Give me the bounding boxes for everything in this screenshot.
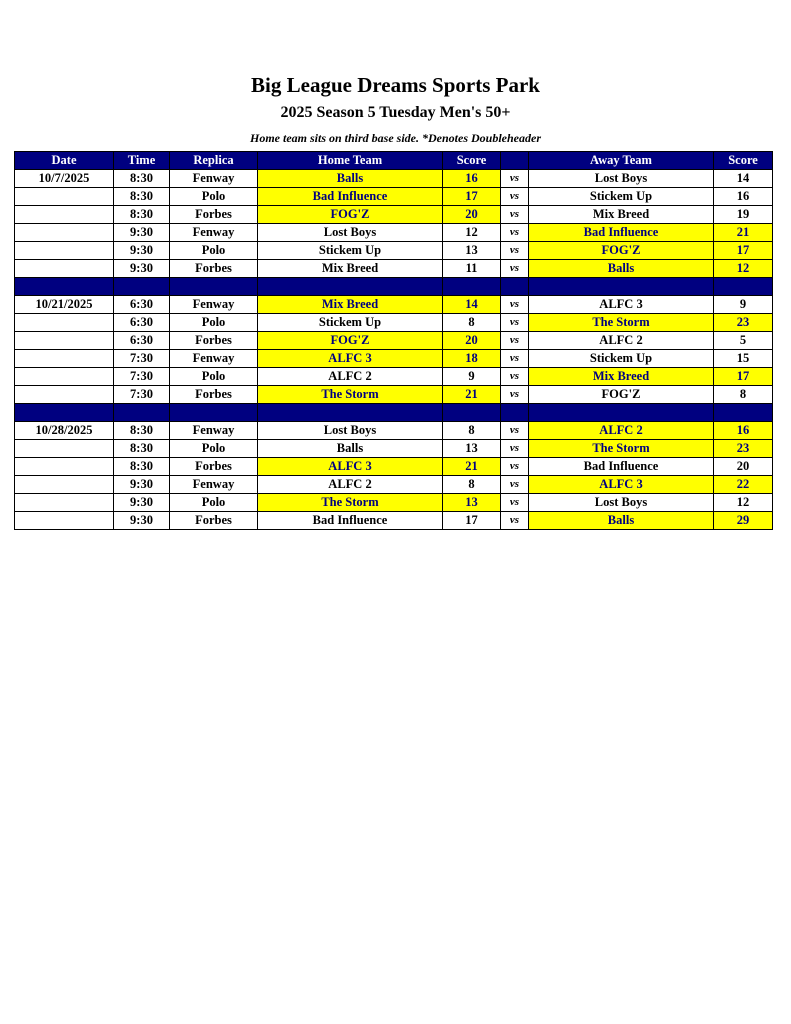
col-date: Date (15, 152, 114, 170)
page-title: Big League Dreams Sports Park (251, 73, 540, 97)
table-row (15, 512, 773, 530)
away-score-cell: 17 (714, 368, 773, 386)
home-score-cell: 13 (443, 494, 501, 512)
time-cell: 7:30 (114, 368, 170, 386)
away-team-cell: Balls (529, 512, 714, 530)
divider-cell (501, 278, 529, 296)
vs-cell: vs (501, 422, 529, 440)
away-team-cell: FOG'Z (529, 242, 714, 260)
home-team-cell: The Storm (258, 386, 443, 404)
home-score-cell: 12 (443, 224, 501, 242)
vs-cell: vs (501, 206, 529, 224)
home-score-cell: 21 (443, 386, 501, 404)
date-cell (15, 332, 114, 350)
time-cell: 9:30 (114, 476, 170, 494)
replica-cell: Forbes (170, 206, 258, 224)
home-team-cell: Lost Boys (258, 422, 443, 440)
vs-cell: vs (501, 386, 529, 404)
home-team-cell: Stickem Up (258, 242, 443, 260)
table-row (15, 458, 773, 476)
away-score-cell: 12 (714, 260, 773, 278)
divider-cell (529, 404, 714, 422)
away-score-cell: 15 (714, 350, 773, 368)
divider-cell (15, 404, 114, 422)
home-team-cell: The Storm (258, 494, 443, 512)
table-row (15, 188, 773, 206)
home-score-cell: 18 (443, 350, 501, 368)
vs-cell: vs (501, 368, 529, 386)
time-cell: 8:30 (114, 458, 170, 476)
date-cell (15, 440, 114, 458)
table-row (15, 206, 773, 224)
divider-cell (15, 278, 114, 296)
away-score-cell: 12 (714, 494, 773, 512)
home-team-cell: FOG'Z (258, 332, 443, 350)
time-cell: 8:30 (114, 188, 170, 206)
home-team-cell: Mix Breed (258, 260, 443, 278)
vs-cell: vs (501, 188, 529, 206)
replica-cell: Forbes (170, 512, 258, 530)
table-row (15, 170, 773, 188)
away-team-cell: Bad Influence (529, 224, 714, 242)
away-team-cell: Lost Boys (529, 494, 714, 512)
time-cell: 6:30 (114, 314, 170, 332)
time-cell: 8:30 (114, 440, 170, 458)
vs-cell: vs (501, 332, 529, 350)
schedule-note: Home team sits on third base side. *Denotes Doubleheader (250, 131, 541, 145)
divider-cell (714, 404, 773, 422)
date-cell (15, 188, 114, 206)
table-row (15, 314, 773, 332)
away-score-cell: 16 (714, 188, 773, 206)
col-away-score: Score (714, 152, 773, 170)
away-score-cell: 19 (714, 206, 773, 224)
vs-cell: vs (501, 458, 529, 476)
away-score-cell: 23 (714, 314, 773, 332)
home-score-cell: 8 (443, 422, 501, 440)
replica-cell: Fenway (170, 224, 258, 242)
vs-cell: vs (501, 494, 529, 512)
replica-cell: Fenway (170, 170, 258, 188)
divider-cell (443, 404, 501, 422)
replica-cell: Fenway (170, 476, 258, 494)
away-team-cell: Lost Boys (529, 170, 714, 188)
divider-cell (501, 404, 529, 422)
table-row (15, 422, 773, 440)
replica-cell: Polo (170, 314, 258, 332)
table-row (15, 386, 773, 404)
away-team-cell: ALFC 3 (529, 476, 714, 494)
divider-cell (443, 278, 501, 296)
date-cell (15, 512, 114, 530)
table-row (15, 368, 773, 386)
week-divider (15, 404, 773, 422)
vs-cell: vs (501, 224, 529, 242)
table-row (15, 332, 773, 350)
replica-cell: Fenway (170, 296, 258, 314)
col-vs (501, 152, 529, 170)
home-team-cell: Bad Influence (258, 512, 443, 530)
replica-cell: Polo (170, 440, 258, 458)
away-score-cell: 9 (714, 296, 773, 314)
time-cell: 9:30 (114, 494, 170, 512)
date-cell (15, 458, 114, 476)
home-score-cell: 21 (443, 458, 501, 476)
home-score-cell: 16 (443, 170, 501, 188)
replica-cell: Polo (170, 494, 258, 512)
date-cell (15, 476, 114, 494)
date-cell (15, 242, 114, 260)
replica-cell: Polo (170, 188, 258, 206)
time-cell: 8:30 (114, 422, 170, 440)
replica-cell: Forbes (170, 332, 258, 350)
date-cell: 10/28/2025 (15, 422, 114, 440)
col-home-score: Score (443, 152, 501, 170)
vs-cell: vs (501, 296, 529, 314)
away-score-cell: 8 (714, 386, 773, 404)
home-score-cell: 11 (443, 260, 501, 278)
home-team-cell: Lost Boys (258, 224, 443, 242)
home-score-cell: 20 (443, 206, 501, 224)
away-score-cell: 29 (714, 512, 773, 530)
page-subtitle: 2025 Season 5 Tuesday Men's 50+ (280, 104, 511, 121)
away-team-cell: Stickem Up (529, 188, 714, 206)
date-cell (15, 224, 114, 242)
home-team-cell: FOG'Z (258, 206, 443, 224)
time-cell: 7:30 (114, 350, 170, 368)
time-cell: 8:30 (114, 170, 170, 188)
table-row (15, 296, 773, 314)
vs-cell: vs (501, 260, 529, 278)
vs-cell: vs (501, 170, 529, 188)
away-team-cell: The Storm (529, 314, 714, 332)
home-team-cell: ALFC 2 (258, 476, 443, 494)
away-team-cell: ALFC 3 (529, 296, 714, 314)
vs-cell: vs (501, 440, 529, 458)
date-cell (15, 260, 114, 278)
divider-cell (170, 278, 258, 296)
divider-cell (714, 278, 773, 296)
away-score-cell: 17 (714, 242, 773, 260)
divider-cell (258, 404, 443, 422)
time-cell: 9:30 (114, 260, 170, 278)
table-row (15, 242, 773, 260)
home-score-cell: 17 (443, 512, 501, 530)
home-team-cell: ALFC 3 (258, 458, 443, 476)
home-team-cell: Balls (258, 170, 443, 188)
time-cell: 6:30 (114, 296, 170, 314)
away-score-cell: 23 (714, 440, 773, 458)
replica-cell: Polo (170, 368, 258, 386)
date-cell (15, 494, 114, 512)
table-row (15, 494, 773, 512)
home-score-cell: 8 (443, 476, 501, 494)
col-away-team: Away Team (529, 152, 714, 170)
col-time: Time (114, 152, 170, 170)
away-team-cell: ALFC 2 (529, 332, 714, 350)
vs-cell: vs (501, 350, 529, 368)
date-cell (15, 368, 114, 386)
away-team-cell: ALFC 2 (529, 422, 714, 440)
date-cell (15, 350, 114, 368)
away-score-cell: 22 (714, 476, 773, 494)
vs-cell: vs (501, 242, 529, 260)
replica-cell: Forbes (170, 458, 258, 476)
away-team-cell: Stickem Up (529, 350, 714, 368)
replica-cell: Forbes (170, 260, 258, 278)
home-score-cell: 20 (443, 332, 501, 350)
divider-cell (529, 278, 714, 296)
time-cell: 7:30 (114, 386, 170, 404)
home-score-cell: 8 (443, 314, 501, 332)
divider-cell (258, 278, 443, 296)
table-row (15, 350, 773, 368)
home-score-cell: 9 (443, 368, 501, 386)
vs-cell: vs (501, 314, 529, 332)
time-cell: 9:30 (114, 512, 170, 530)
date-cell: 10/7/2025 (15, 170, 114, 188)
time-cell: 9:30 (114, 224, 170, 242)
home-team-cell: Balls (258, 440, 443, 458)
vs-cell: vs (501, 476, 529, 494)
away-score-cell: 16 (714, 422, 773, 440)
divider-cell (170, 404, 258, 422)
table-row (15, 440, 773, 458)
away-team-cell: The Storm (529, 440, 714, 458)
time-cell: 9:30 (114, 242, 170, 260)
home-team-cell: ALFC 3 (258, 350, 443, 368)
vs-cell: vs (501, 512, 529, 530)
home-team-cell: Mix Breed (258, 296, 443, 314)
time-cell: 8:30 (114, 206, 170, 224)
home-team-cell: Stickem Up (258, 314, 443, 332)
col-replica: Replica (170, 152, 258, 170)
home-score-cell: 13 (443, 242, 501, 260)
away-team-cell: Mix Breed (529, 368, 714, 386)
home-team-cell: Bad Influence (258, 188, 443, 206)
replica-cell: Fenway (170, 422, 258, 440)
date-cell (15, 386, 114, 404)
home-team-cell: ALFC 2 (258, 368, 443, 386)
table-row (15, 224, 773, 242)
col-home-team: Home Team (258, 152, 443, 170)
header-row (15, 152, 773, 170)
away-team-cell: Balls (529, 260, 714, 278)
away-score-cell: 21 (714, 224, 773, 242)
schedule-table (14, 151, 773, 530)
date-cell (15, 206, 114, 224)
date-cell (15, 314, 114, 332)
schedule-body (15, 170, 773, 530)
away-team-cell: Mix Breed (529, 206, 714, 224)
replica-cell: Fenway (170, 350, 258, 368)
table-row (15, 260, 773, 278)
away-team-cell: FOG'Z (529, 386, 714, 404)
home-score-cell: 17 (443, 188, 501, 206)
divider-cell (114, 278, 170, 296)
time-cell: 6:30 (114, 332, 170, 350)
away-score-cell: 14 (714, 170, 773, 188)
away-score-cell: 5 (714, 332, 773, 350)
replica-cell: Polo (170, 242, 258, 260)
away-team-cell: Bad Influence (529, 458, 714, 476)
table-row (15, 476, 773, 494)
date-cell: 10/21/2025 (15, 296, 114, 314)
divider-cell (114, 404, 170, 422)
replica-cell: Forbes (170, 386, 258, 404)
home-score-cell: 14 (443, 296, 501, 314)
away-score-cell: 20 (714, 458, 773, 476)
home-score-cell: 13 (443, 440, 501, 458)
week-divider (15, 278, 773, 296)
